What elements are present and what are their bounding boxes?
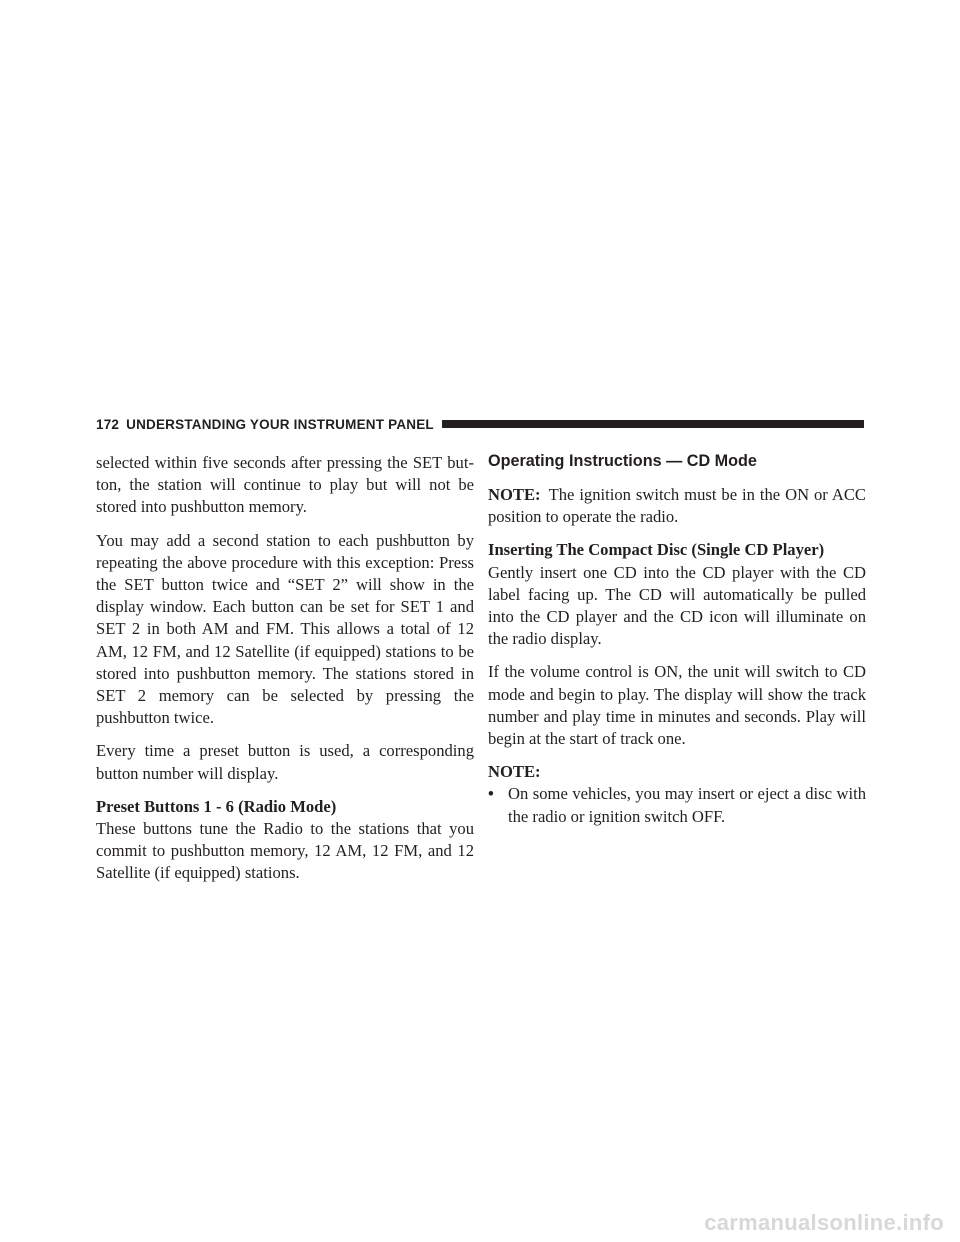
paragraph: You may add a second station to each pushbutton by repeating the above procedure with this exception: Press the SET button twice and “SET 2” will show in the display window. Each button can be set for SET 1 and SET 2 in both AM and FM. This allows a total of 12 AM, 12 FM, and 12 Satellite (if equipped) stations to be stored into pushbutton memory. The stations stored in SET 2 memory can be selected by pressing the pushbutton twice. <box>96 530 474 728</box>
cd-mode-heading: Operating Instructions — CD Mode <box>488 452 757 470</box>
page-header <box>96 415 864 433</box>
insert-section <box>488 539 866 650</box>
note-text: The ignition switch must be in the ON or ACC position to operate the radio. <box>488 485 866 527</box>
preset-text: These buttons tune the Radio to the stations that you commit to pushbutton memory, 12 AM, 12 FM, and 12 Satellite (if equipped) stations. <box>96 819 474 883</box>
header-rule <box>442 420 864 428</box>
bullet-text: On some vehicles, you may insert or eject a disc with the radio or ignition switch OFF. <box>508 784 866 826</box>
note-paragraph-2 <box>488 761 866 783</box>
bullet-icon: • <box>488 784 494 804</box>
section-title: UNDERSTANDING YOUR INSTRUMENT PANEL <box>126 416 434 432</box>
bullet-list <box>488 783 866 827</box>
left-column <box>96 452 474 896</box>
note-label: NOTE: <box>488 762 541 782</box>
preset-heading: Preset Buttons 1 - 6 (Radio Mode) <box>96 796 337 816</box>
preset-section <box>96 796 474 885</box>
right-column <box>488 452 866 828</box>
list-item <box>488 783 866 827</box>
insert-heading: Inserting The Compact Disc (Single CD Player) <box>488 540 825 560</box>
paragraph: Every time a preset button is used, a corresponding button number will display. <box>96 741 474 783</box>
note-label: NOTE: <box>488 485 541 504</box>
paragraph: selected within five seconds after pressing the SET but-ton, the station will continue to play but will not be stored into pushbutton memory. <box>96 453 474 517</box>
note-paragraph <box>488 484 866 528</box>
insert-text: Gently insert one CD into the CD player with the CD label facing up. The CD will automatically be pulled into the CD player and the CD icon will illuminate on the radio display. <box>488 562 866 649</box>
paragraph: If the volume control is ON, the unit will switch to CD mode and begin to play. The display will show the track number and play time in minutes and seconds. Play will begin at the start of track one. <box>488 662 866 749</box>
page-number: 172 <box>96 416 120 432</box>
watermark: carmanualsonline.info <box>704 1210 944 1235</box>
